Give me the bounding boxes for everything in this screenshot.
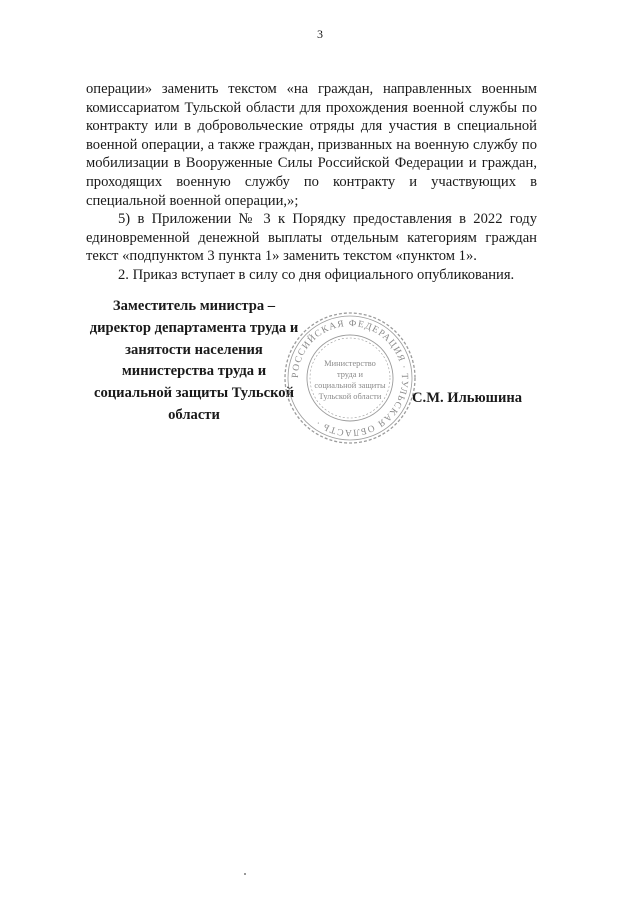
position-line: Заместитель министра – [112, 298, 276, 314]
signer-name: С.М. Ильюшина [412, 390, 523, 406]
paragraph-amendment-text: операции» заменить текстом «на граждан, направленных военным комиссариатом Тульской области для прохождения военной службы по контракту или в добровольческие отряды для участия в специальной военной операции, а также граждан, призванных на военную службу по мобилизации в Вооруженные Силы Российской Федерации и граждан, проходящих военную службу по контракту и участвующих в специальной военной операции,»; [86, 81, 537, 209]
position-line: занятости населения [125, 341, 263, 358]
official-seal-stamp [282, 310, 418, 446]
stamp-ring-text: РОССИЙСКАЯ ФЕДЕРАЦИЯ ∙ ТУЛЬСКАЯ ОБЛАСТЬ ∙ [290, 318, 410, 438]
stamp-inner-line: Тульской области [318, 392, 382, 401]
position-line: директор департамента труда и [89, 319, 299, 336]
paragraph-item-5: 5) в Приложении № 3 к Порядку предоставления в 2022 году единовременной денежной выплаты отдельным категориям граждан текст «подпунктом 3 пункта 1» заменить текстом «пунктом 1». [86, 211, 537, 265]
stamp-inner-line: труда и [336, 370, 364, 379]
paragraph-effective-date: 2. Приказ вступает в силу со дня официального опубликования. [118, 266, 515, 283]
document-body [86, 80, 537, 285]
signatory-position [78, 296, 310, 427]
stamp-inner-line: Министерство [324, 359, 376, 368]
position-line: министерства труда и [121, 363, 267, 380]
position-line: социальной защиты Тульской [93, 385, 295, 402]
position-line: области [168, 406, 220, 423]
scan-speck [244, 873, 246, 875]
page-number: 3 [317, 27, 323, 41]
stamp-inner-line: социальной защиты [314, 381, 386, 390]
